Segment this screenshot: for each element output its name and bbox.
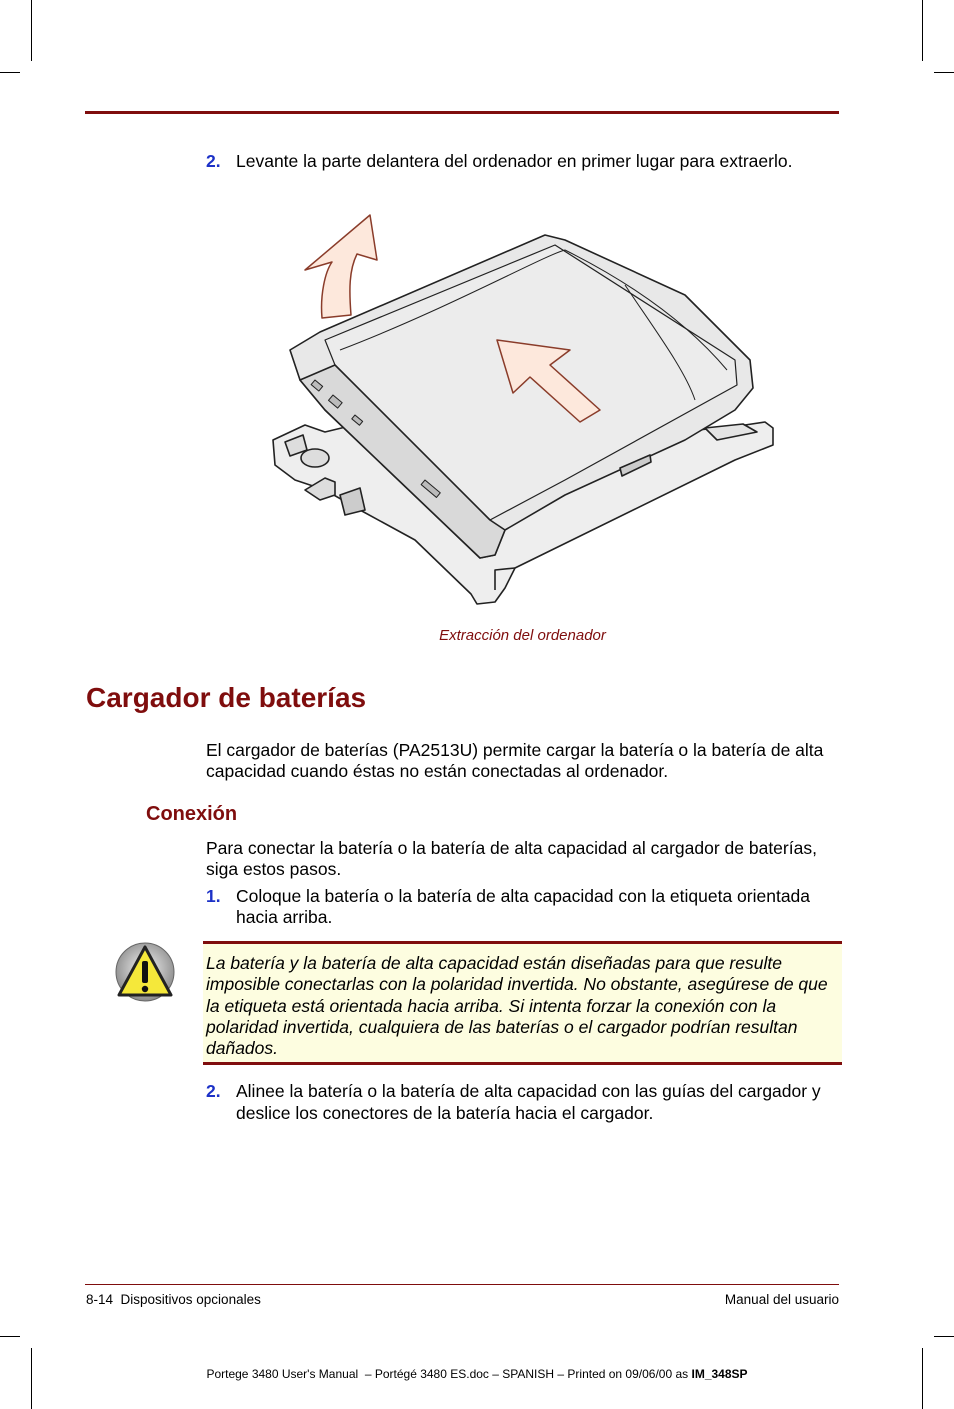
subsection-intro: Para conectar la batería o la batería de alta capacidad al cargador de baterías, siga estos pasos. — [206, 838, 817, 879]
warning-box — [203, 941, 842, 1065]
warning-triangle-icon — [114, 941, 176, 1003]
crop-mark — [0, 72, 20, 73]
print-info-code: IM_348SP — [691, 1367, 748, 1381]
footer-chapter: 8-14 Dispositivos opcionales — [86, 1292, 261, 1307]
step-item — [206, 886, 826, 928]
step-number: 1. — [206, 886, 221, 906]
section-title: Cargador de baterías — [86, 682, 367, 713]
crop-mark — [934, 1336, 954, 1337]
header-rule — [85, 111, 839, 114]
print-info — [0, 1367, 954, 1381]
step-text: Alinee la batería o la batería de alta capacidad con las guías del cargador y deslice los conectores de la batería hacia el cargador. — [236, 1081, 821, 1123]
crop-mark — [922, 0, 923, 61]
laptop-removal-illustration — [265, 210, 780, 610]
footer-manual-title: Manual del usuario — [724, 1292, 839, 1307]
print-info-text: Portege 3480 User's Manual – Portégé 3480 ES.doc – SPANISH – Printed on 09/06/00 as — [206, 1367, 692, 1381]
step-item — [206, 1080, 826, 1124]
crop-mark — [0, 1336, 20, 1337]
crop-mark — [934, 72, 954, 73]
step-text: Coloque la batería o la batería de alta capacidad con la etiqueta orientada hacia arriba. — [236, 886, 811, 927]
section-intro: El cargador de baterías (PA2513U) permite cargar la batería o la batería de alta capacidad cuando éstas no están conectadas al ordenador. — [206, 740, 824, 781]
step-number: 2. — [206, 1081, 221, 1101]
crop-mark — [31, 0, 32, 61]
figure-caption: Extracción del ordenador — [439, 627, 606, 644]
step-item — [206, 150, 826, 172]
step-text: Levante la parte delantera del ordenador en primer lugar para extraerlo. — [236, 151, 793, 171]
footer-rule — [85, 1284, 839, 1285]
subsection-title: Conexión — [146, 803, 238, 825]
step-number: 2. — [206, 151, 221, 171]
warning-text: La batería y la batería de alta capacidad están diseñadas para que resulte imposible conectarlas con la polaridad invertida. No obstante, asegúrese de que la etiqueta está orientada hacia arriba. Si intenta forzar la conexión con la polaridad invertida, cualquiera de las baterías o el cargador podrían resultan dañados. — [206, 953, 828, 1059]
